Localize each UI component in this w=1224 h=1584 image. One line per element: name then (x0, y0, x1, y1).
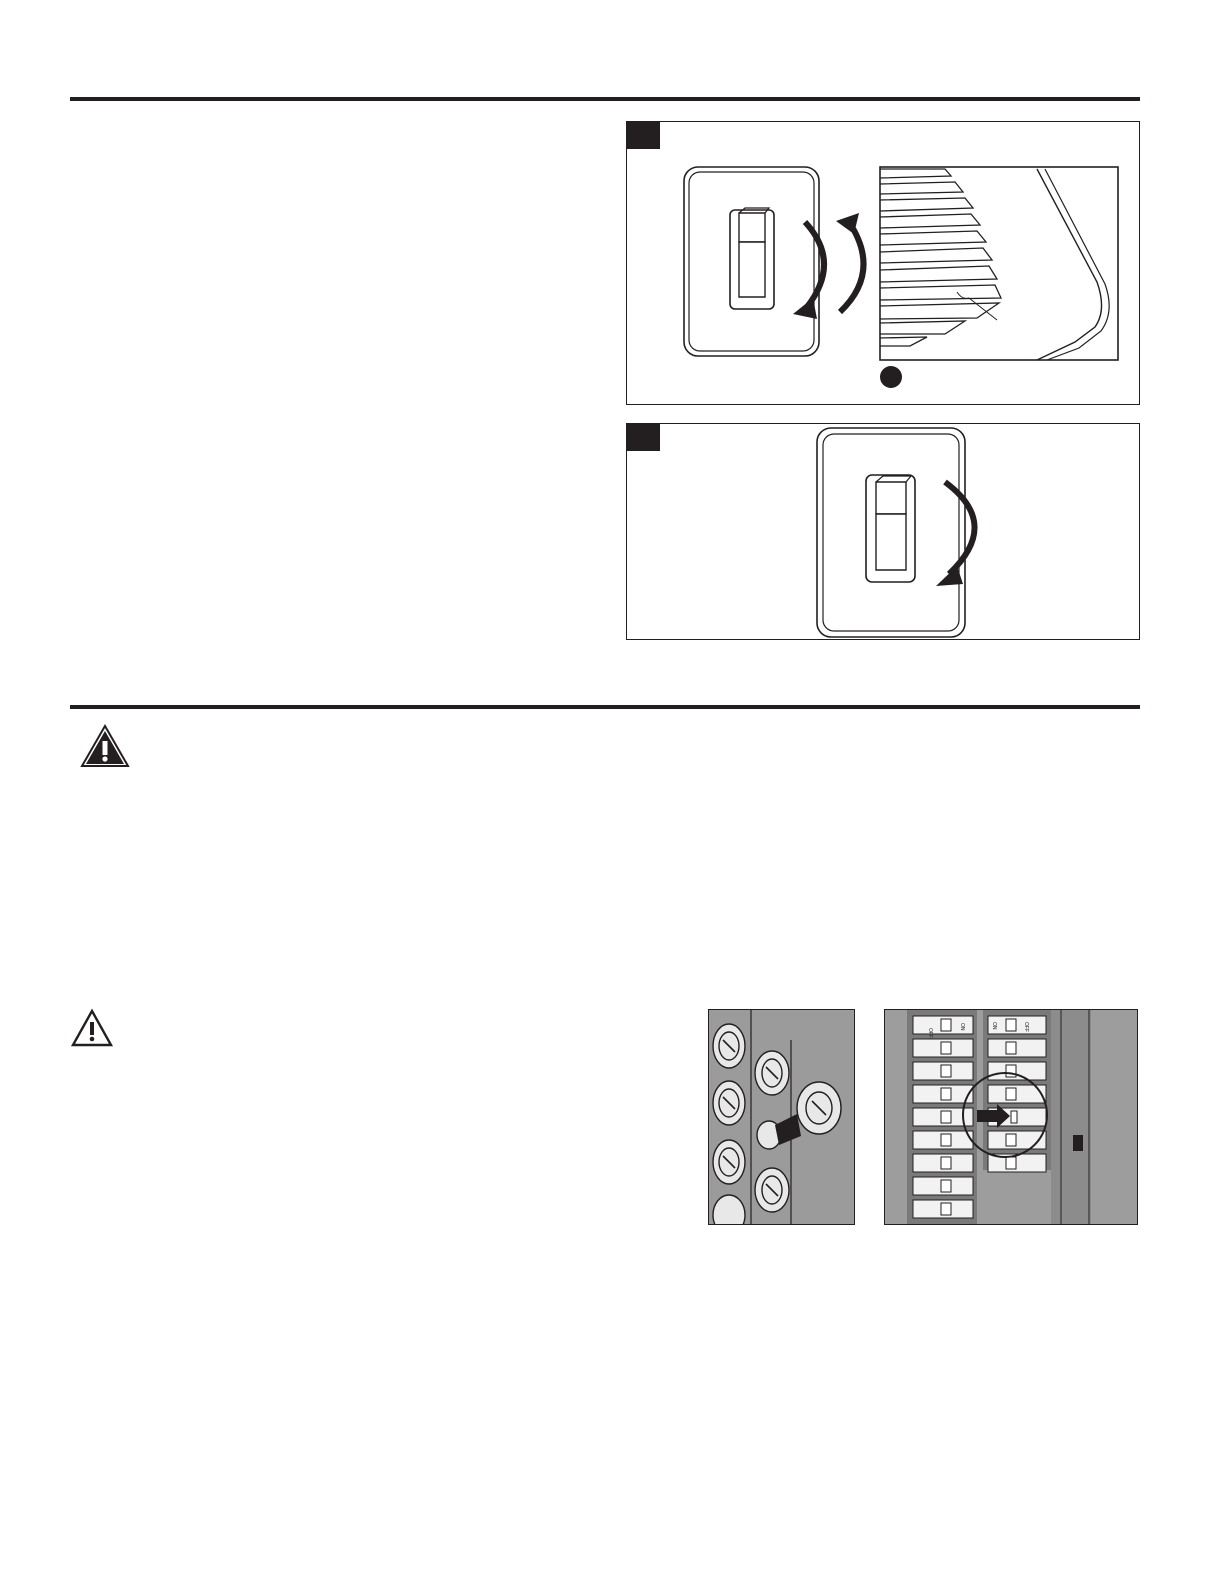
switch-off-illustration (627, 424, 1139, 639)
breaker-label: ON (991, 1022, 997, 1030)
warning-icon (80, 724, 130, 768)
grille-illustration (880, 167, 1118, 360)
breaker-label: OFF (927, 1028, 933, 1038)
figure-step-1 (626, 121, 1140, 405)
section-top-rule (70, 97, 1140, 101)
figure-step-2 (626, 423, 1140, 640)
switch-and-grille-illustration (627, 122, 1139, 404)
step-number-badge (627, 424, 660, 451)
breaker-label: OFF (1023, 1022, 1029, 1032)
curved-arrow-icon (836, 213, 864, 312)
callout-dot (880, 366, 902, 388)
curved-arrow-icon (936, 482, 975, 586)
section-middle-rule (70, 705, 1140, 709)
breaker-panel-photo (884, 1009, 1138, 1225)
warning-outline-icon (70, 1008, 114, 1048)
step-number-badge (627, 122, 660, 149)
fuse-box-photo (708, 1009, 855, 1225)
breaker-label: ON (959, 1023, 965, 1031)
